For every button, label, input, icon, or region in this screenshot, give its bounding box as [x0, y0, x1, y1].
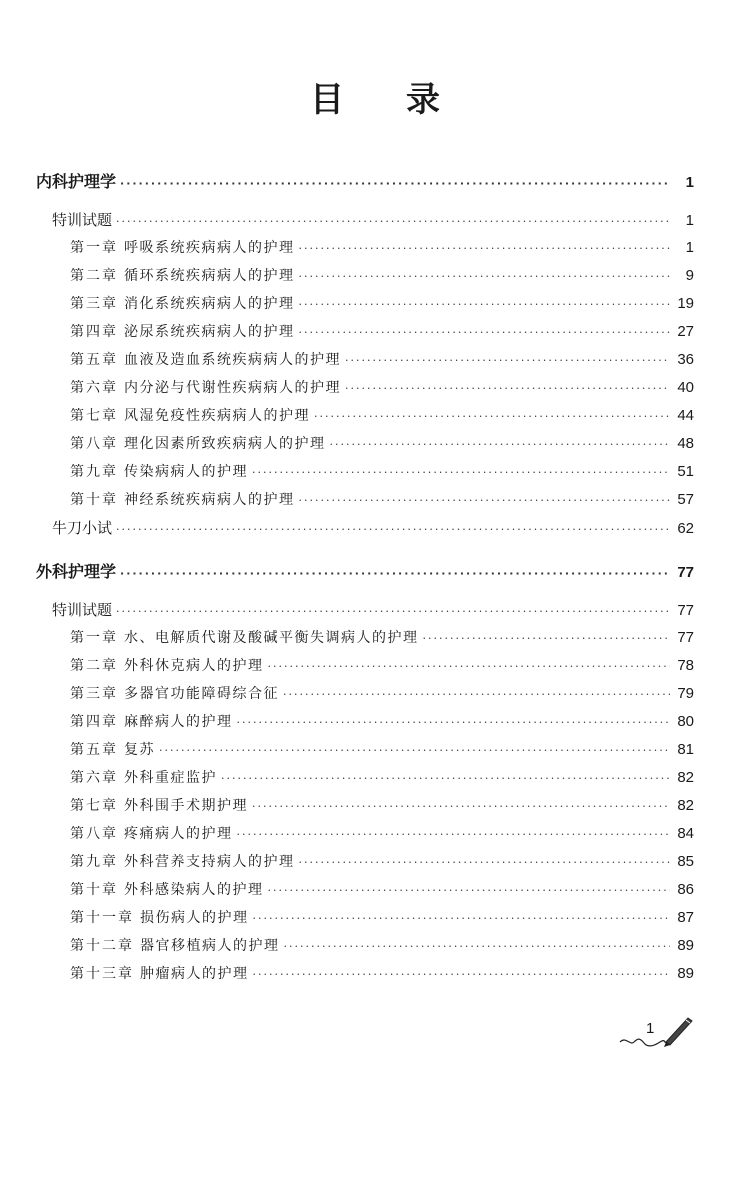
leader-dots [330, 431, 671, 459]
chapter-title: 外科围手术期护理 [124, 798, 248, 814]
leader-dots [116, 208, 670, 236]
chapter-title: 外科感染病人的护理 [124, 882, 264, 898]
chapter-title: 多器官功能障碍综合征 [124, 686, 279, 702]
chapter-number: 第一章 [70, 630, 118, 646]
chapter-number: 第四章 [70, 714, 118, 730]
leader-dots [283, 681, 670, 709]
chapter-number: 第三章 [70, 686, 118, 702]
chapter-title: 风湿免疫性疾病病人的护理 [124, 408, 310, 424]
chapter-title: 内分泌与代谢性疾病病人的护理 [124, 380, 341, 396]
leader-dots [284, 933, 671, 961]
leader-dots [237, 709, 671, 737]
chapter-title: 疼痛病人的护理 [124, 826, 233, 842]
page-number: 84 [677, 825, 694, 842]
chapter-number: 第六章 [70, 380, 118, 396]
toc-chapter[interactable] [36, 708, 694, 736]
toc-chapter[interactable] [36, 624, 694, 652]
leader-dots [345, 375, 670, 403]
section-title: 外科护理学 [36, 562, 117, 581]
chapter-list [36, 234, 694, 514]
chapter-number: 第十三章 [70, 966, 134, 982]
leader-dots [159, 737, 670, 765]
page-number: 89 [677, 937, 694, 954]
page-title: 目录 [310, 80, 502, 120]
chapter-title: 传染病病人的护理 [124, 464, 248, 480]
chapter-title: 外科重症监护 [124, 770, 217, 786]
page-number: 87 [677, 909, 694, 926]
chapter-title: 呼吸系统疾病病人的护理 [124, 240, 295, 256]
chapter-title: 血液及造血系统疾病病人的护理 [124, 352, 341, 368]
chapter-title: 外科营养支持病人的护理 [124, 854, 295, 870]
toc-chapter[interactable] [36, 848, 694, 876]
page-number: 9 [685, 267, 694, 284]
page-number: 85 [677, 853, 694, 870]
leader-dots [252, 459, 670, 487]
toc-chapter[interactable] [36, 764, 694, 792]
toc-practice[interactable] [36, 514, 694, 542]
toc-chapter[interactable] [36, 680, 694, 708]
toc-chapter[interactable] [36, 960, 694, 988]
table-of-contents [36, 168, 694, 988]
leader-dots [423, 625, 671, 653]
leader-dots [299, 263, 671, 291]
chapter-number: 第八章 [70, 826, 118, 842]
entry-label: 特训试题 [52, 211, 113, 229]
toc-chapter[interactable] [36, 820, 694, 848]
chapter-number: 第五章 [70, 352, 118, 368]
page-number: 77 [677, 629, 694, 646]
chapter-number: 第五章 [70, 742, 118, 758]
leader-dots [237, 821, 671, 849]
leader-dots [253, 905, 671, 933]
leader-dots [221, 765, 670, 793]
leader-dots [120, 170, 670, 198]
chapter-title: 麻醉病人的护理 [124, 714, 233, 730]
entry-label: 特训试题 [52, 601, 113, 619]
leader-dots [299, 291, 671, 319]
chapter-title: 理化因素所致疾病病人的护理 [124, 436, 326, 452]
page-number: 77 [677, 602, 694, 619]
leader-dots [252, 793, 670, 821]
page-number: 62 [677, 520, 694, 537]
chapter-title: 复苏 [124, 742, 155, 758]
page-number: 1 [685, 212, 694, 229]
page-number: 86 [677, 881, 694, 898]
chapter-number: 第十二章 [70, 938, 134, 954]
toc-chapter[interactable] [36, 318, 694, 346]
leader-dots [299, 235, 671, 263]
page-number: 19 [677, 295, 694, 312]
page-number: 82 [677, 769, 694, 786]
footer-page-number: 1 [646, 1020, 655, 1037]
leader-dots [314, 403, 670, 431]
leader-dots [299, 319, 671, 347]
toc-chapter[interactable] [36, 904, 694, 932]
leader-dots [345, 347, 670, 375]
leader-dots [299, 487, 671, 515]
chapter-number: 第二章 [70, 658, 118, 674]
leader-dots [253, 961, 671, 989]
toc-section-internal-medicine[interactable] [36, 168, 694, 196]
page-number: 81 [677, 741, 694, 758]
page-number: 36 [677, 351, 694, 368]
toc-chapter[interactable] [36, 932, 694, 960]
page-number: 51 [677, 463, 694, 480]
chapter-number: 第十一章 [70, 910, 134, 926]
toc-chapter[interactable] [36, 262, 694, 290]
chapter-number: 第三章 [70, 296, 118, 312]
toc-section-surgery[interactable] [36, 558, 694, 586]
chapter-list [36, 624, 694, 988]
toc-chapter[interactable] [36, 346, 694, 374]
chapter-number: 第七章 [70, 408, 118, 424]
page-number: 1 [685, 174, 694, 191]
toc-chapter[interactable] [36, 234, 694, 262]
leader-dots [116, 598, 670, 626]
chapter-number: 第九章 [70, 854, 118, 870]
section-title: 内科护理学 [36, 172, 117, 191]
chapter-title: 肿瘤病人的护理 [140, 966, 249, 982]
leader-dots [268, 877, 671, 905]
toc-chapter[interactable] [36, 736, 694, 764]
page-number: 27 [677, 323, 694, 340]
page-number: 89 [677, 965, 694, 982]
chapter-title: 泌尿系统疾病病人的护理 [124, 324, 295, 340]
page-footer [618, 1012, 698, 1052]
chapter-number: 第二章 [70, 268, 118, 284]
leader-dots [120, 560, 670, 588]
page-number: 80 [677, 713, 694, 730]
toc-chapter[interactable] [36, 652, 694, 680]
entry-label: 牛刀小试 [52, 519, 113, 537]
toc-chapter[interactable] [36, 486, 694, 514]
toc-chapter[interactable] [36, 374, 694, 402]
chapter-number: 第八章 [70, 436, 118, 452]
chapter-title: 神经系统疾病病人的护理 [124, 492, 295, 508]
page-number: 40 [677, 379, 694, 396]
leader-dots [299, 849, 671, 877]
page-number: 82 [677, 797, 694, 814]
chapter-number: 第一章 [70, 240, 118, 256]
chapter-title: 器官移植病人的护理 [140, 938, 280, 954]
page-number: 1 [685, 239, 694, 256]
toc-training[interactable] [36, 596, 694, 624]
chapter-title: 循环系统疾病病人的护理 [124, 268, 295, 284]
chapter-number: 第四章 [70, 324, 118, 340]
page-number: 79 [677, 685, 694, 702]
toc-training[interactable] [36, 206, 694, 234]
page-number: 78 [677, 657, 694, 674]
pen-icon [618, 1012, 698, 1052]
chapter-title: 消化系统疾病病人的护理 [124, 296, 295, 312]
page-number: 57 [677, 491, 694, 508]
page-number: 44 [677, 407, 694, 424]
toc-chapter[interactable] [36, 458, 694, 486]
leader-dots [268, 653, 671, 681]
chapter-number: 第六章 [70, 770, 118, 786]
toc-chapter[interactable] [36, 876, 694, 904]
toc-chapter[interactable] [36, 792, 694, 820]
chapter-title: 水、电解质代谢及酸碱平衡失调病人的护理 [124, 630, 419, 646]
toc-chapter[interactable] [36, 430, 694, 458]
chapter-number: 第九章 [70, 464, 118, 480]
chapter-title: 外科休克病人的护理 [124, 658, 264, 674]
leader-dots [116, 516, 670, 544]
chapter-number: 第十章 [70, 492, 118, 508]
page-number: 77 [677, 564, 694, 581]
page-number: 48 [677, 435, 694, 452]
chapter-title: 损伤病人的护理 [140, 910, 249, 926]
chapter-number: 第七章 [70, 798, 118, 814]
toc-chapter[interactable] [36, 402, 694, 430]
chapter-number: 第十章 [70, 882, 118, 898]
toc-chapter[interactable] [36, 290, 694, 318]
